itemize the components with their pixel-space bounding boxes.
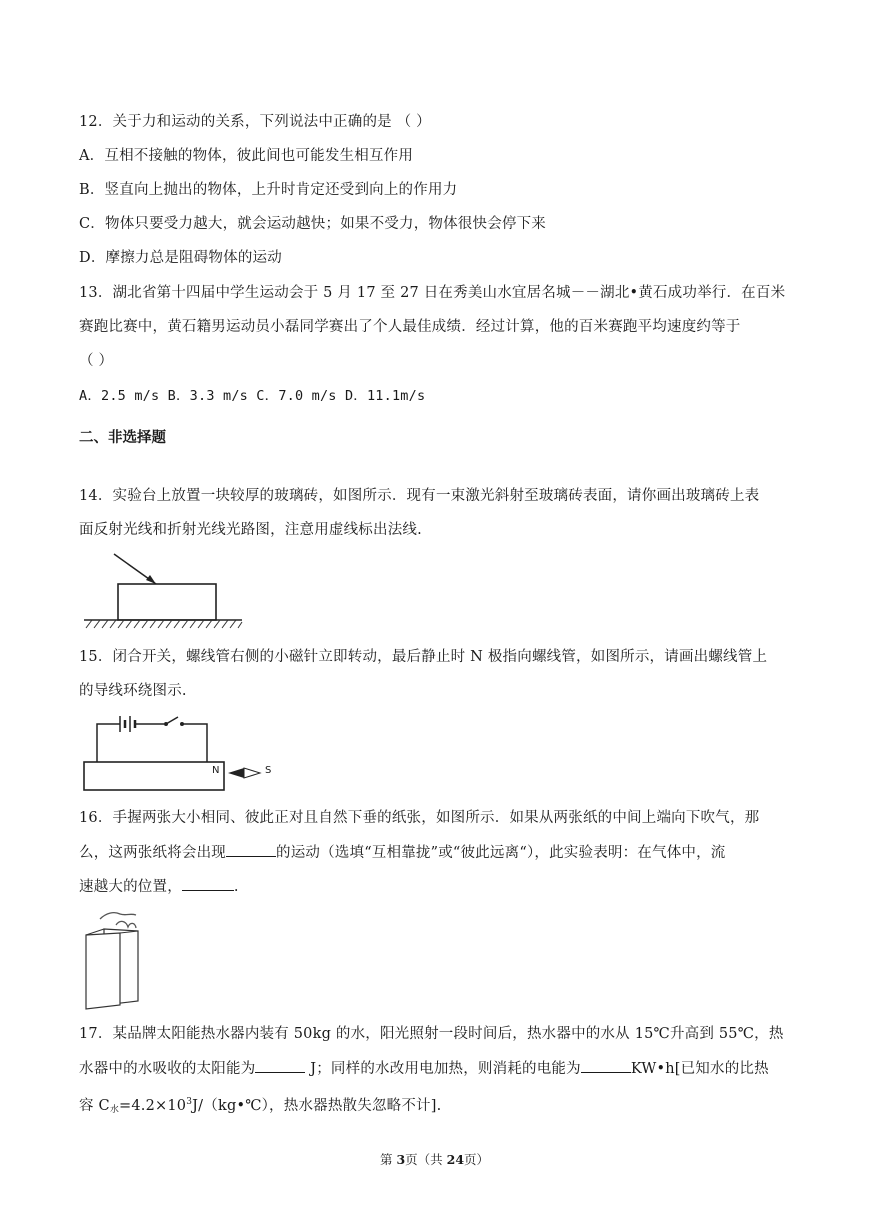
glass-brick-figure xyxy=(80,550,246,634)
needle-s-label: S xyxy=(265,765,272,776)
q12-option-a: A．互相不接触的物体，彼此间也可能发生相互作用 xyxy=(79,148,414,164)
compass-needle xyxy=(212,765,276,781)
q17-superscript: 3 xyxy=(186,1097,193,1107)
q17-line3b: =4.2×10 xyxy=(119,1098,187,1114)
needle-icon xyxy=(226,767,262,779)
section-heading: 二、非选择题 xyxy=(79,430,166,446)
footer-total: 24 xyxy=(446,1152,465,1167)
q12-option-c: C．物体只要受力越大，就会运动越快；如果不受力，物体很快会停下来 xyxy=(79,216,546,232)
q17-line3 xyxy=(79,1092,441,1120)
q15-line2: 的导线环绕图示. xyxy=(79,683,187,699)
q12-stem: 12．关于力和运动的关系，下列说法中正确的是 （ ） xyxy=(79,114,431,130)
q14-line2: 面反射光线和折射光线光路图，注意用虚线标出法线. xyxy=(79,522,422,538)
q14-line1: 14．实验台上放置一块较厚的玻璃砖，如图所示．现有一束激光斜射至玻璃砖表面，请你画出玻璃砖上表 xyxy=(79,488,760,504)
q16-line3b: . xyxy=(233,879,239,895)
q13-line2: 赛跑比赛中，黄石籍男运动员小磊同学赛出了个人最佳成绩．经过计算，他的百米赛跑平均速度约等于 xyxy=(79,319,741,335)
footer-page: 3 xyxy=(396,1152,406,1167)
q12-option-d: D．摩擦力总是阻碍物体的运动 xyxy=(79,250,282,266)
q16-line3 xyxy=(79,876,239,897)
q13-line1: 13．湖北省第十四届中学生运动会于 5 月 17 至 27 日在秀美山水宜居名城－－湖北•黄石成功举行．在百米 xyxy=(79,285,786,301)
q16-line2a: 么，这两张纸将会出现 xyxy=(79,845,226,861)
page-footer xyxy=(0,1150,869,1168)
footer-pre: 第 xyxy=(379,1152,397,1167)
q16-line2b: 的运动（选填“互相靠拢”或“彼此远离“），此实验表明：在气体中，流 xyxy=(276,845,726,861)
q13-options: A．2.5 m/s B．3.3 m/s C．7.0 m/s D．11.1m/s xyxy=(79,388,426,404)
paper-blow-figure xyxy=(80,905,160,1011)
q17-line3a: 容 C xyxy=(79,1098,110,1114)
q17-blank-2[interactable] xyxy=(581,1058,631,1073)
solenoid-figure xyxy=(80,712,280,794)
q17-line1: 17．某品牌太阳能热水器内装有 50kg 的水，阳光照射一段时间后，热水器中的水从 15℃升高到 55℃，热 xyxy=(79,1026,784,1042)
q16-line2 xyxy=(79,842,726,863)
needle-n-label: N xyxy=(212,765,220,776)
q17-line2b: J；同样的水改用电加热，则消耗的电能为 xyxy=(305,1061,581,1077)
q17-blank-1[interactable] xyxy=(255,1058,305,1073)
q17-line3c: J/（kg•℃），热水器热散失忽略不计]. xyxy=(192,1098,442,1114)
q12-option-b: B．竖直向上抛出的物体，上升时肯定还受到向上的作用力 xyxy=(79,182,458,198)
q17-line2c: KW•h[已知水的比热 xyxy=(630,1061,769,1077)
q17-line2 xyxy=(79,1058,769,1079)
q16-blank-1[interactable] xyxy=(226,842,276,857)
q17-line2a: 水器中的水吸收的太阳能为 xyxy=(79,1061,256,1077)
q16-line3a: 速越大的位置， xyxy=(79,879,182,895)
q16-blank-2[interactable] xyxy=(182,876,234,891)
q16-line1: 16．手握两张大小相同、彼此正对且自然下垂的纸张，如图所示．如果从两张纸的中间上端向下吹气，那 xyxy=(79,810,760,826)
q13-line3: （ ） xyxy=(79,353,114,369)
q17-subscript: 水 xyxy=(109,1105,120,1115)
footer-mid: 页（共 xyxy=(405,1152,447,1167)
q15-line1: 15．闭合开关，螺线管右侧的小磁针立即转动，最后静止时 N 极指向螺线管，如图所示，请画出螺线管上 xyxy=(79,649,768,665)
footer-post: 页） xyxy=(464,1152,490,1167)
